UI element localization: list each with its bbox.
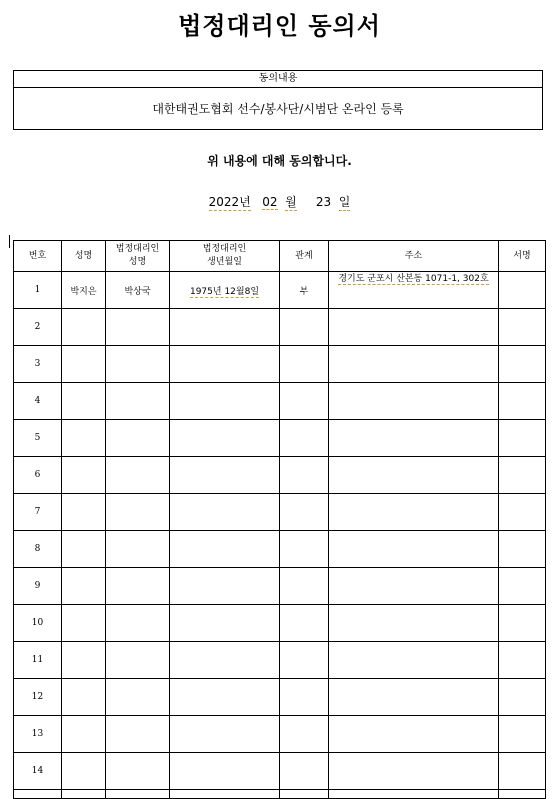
cell-guardian-name[interactable] bbox=[106, 716, 170, 753]
cell-signature[interactable] bbox=[499, 272, 546, 309]
cell-number[interactable] bbox=[14, 346, 62, 383]
cell-text: 5 bbox=[34, 433, 41, 443]
cell-name[interactable] bbox=[62, 679, 106, 716]
cell-name[interactable] bbox=[62, 383, 106, 420]
document-title: 법정대리인 동의서 bbox=[178, 11, 381, 40]
table-row bbox=[14, 605, 546, 642]
table-row bbox=[14, 494, 546, 531]
date-year: 2022년 bbox=[208, 195, 251, 209]
cell-relation[interactable] bbox=[280, 309, 329, 346]
cell-guardian-dob[interactable] bbox=[170, 309, 280, 346]
cell-text: 3 bbox=[34, 359, 41, 369]
cell-relation[interactable] bbox=[280, 605, 329, 642]
table-row bbox=[14, 568, 546, 605]
cell-guardian-name[interactable] bbox=[106, 642, 170, 679]
cell-name[interactable] bbox=[62, 457, 106, 494]
cell-guardian-dob[interactable] bbox=[170, 679, 280, 716]
consent-content[interactable]: 대한태권도협회 선수/봉사단/시범단 온라인 등록 bbox=[152, 102, 404, 116]
cell-name[interactable] bbox=[62, 272, 106, 309]
cell-number[interactable] bbox=[14, 605, 62, 642]
table-row bbox=[14, 383, 546, 420]
cell-signature[interactable] bbox=[499, 383, 546, 420]
cell-text: 경기도 군포시 산본동 1071-1, 302호 bbox=[338, 274, 489, 284]
cell-text: 14 bbox=[31, 766, 44, 776]
table-row bbox=[14, 790, 546, 799]
date-line[interactable] bbox=[0, 193, 559, 211]
cell-signature[interactable] bbox=[499, 420, 546, 457]
cell-text: 12 bbox=[31, 692, 44, 702]
cell-guardian-dob[interactable] bbox=[170, 790, 280, 799]
header-name: 성명 bbox=[62, 241, 106, 272]
date-day-unit: 일 bbox=[338, 195, 351, 209]
cell-text: 2 bbox=[34, 322, 41, 332]
cell-address[interactable] bbox=[329, 531, 499, 568]
date-day: 23 bbox=[315, 195, 332, 209]
header-guardian-name: 법정대리인 성명 bbox=[106, 241, 170, 272]
cell-guardian-dob[interactable] bbox=[170, 494, 280, 531]
cell-signature[interactable] bbox=[499, 753, 546, 790]
header-guardian-dob: 법정대리인 생년월일 bbox=[170, 241, 280, 272]
cell-guardian-dob[interactable] bbox=[170, 457, 280, 494]
cell-address[interactable] bbox=[329, 753, 499, 790]
cell-relation[interactable] bbox=[280, 346, 329, 383]
cell-relation[interactable] bbox=[280, 531, 329, 568]
cell-guardian-dob[interactable] bbox=[170, 383, 280, 420]
cell-guardian-dob[interactable] bbox=[170, 531, 280, 568]
cell-signature[interactable] bbox=[499, 346, 546, 383]
cell-guardian-name[interactable] bbox=[106, 457, 170, 494]
cell-address[interactable] bbox=[329, 272, 499, 309]
cell-text: 6 bbox=[34, 470, 41, 480]
table-row bbox=[14, 457, 546, 494]
cell-number[interactable] bbox=[14, 383, 62, 420]
date-month-unit: 월 bbox=[285, 195, 297, 209]
cell-name[interactable] bbox=[62, 753, 106, 790]
cell-address[interactable] bbox=[329, 346, 499, 383]
cell-guardian-name[interactable] bbox=[106, 568, 170, 605]
cell-address[interactable] bbox=[329, 790, 499, 799]
cell-address[interactable] bbox=[329, 383, 499, 420]
cell-signature[interactable] bbox=[499, 790, 546, 799]
cell-name[interactable] bbox=[62, 790, 106, 799]
cell-text: 1 bbox=[34, 285, 41, 295]
cell-guardian-dob[interactable] bbox=[170, 346, 280, 383]
cell-number[interactable] bbox=[14, 531, 62, 568]
cell-relation[interactable] bbox=[280, 494, 329, 531]
cell-signature[interactable] bbox=[499, 716, 546, 753]
cell-text: 7 bbox=[34, 507, 41, 517]
cell-number[interactable] bbox=[14, 642, 62, 679]
cell-address[interactable] bbox=[329, 716, 499, 753]
cell-relation[interactable] bbox=[280, 272, 329, 309]
cell-relation[interactable] bbox=[280, 679, 329, 716]
text-cursor bbox=[9, 235, 10, 248]
cell-signature[interactable] bbox=[499, 309, 546, 346]
cell-guardian-name[interactable] bbox=[106, 383, 170, 420]
cell-signature[interactable] bbox=[499, 605, 546, 642]
table-row bbox=[14, 679, 546, 716]
cell-address[interactable] bbox=[329, 457, 499, 494]
cell-address[interactable] bbox=[329, 568, 499, 605]
cell-number[interactable] bbox=[14, 272, 62, 309]
cell-address[interactable] bbox=[329, 309, 499, 346]
cell-relation[interactable] bbox=[280, 457, 329, 494]
date-month: 02 bbox=[262, 195, 278, 209]
table-row bbox=[14, 346, 546, 383]
cell-text: 11 bbox=[31, 655, 44, 665]
cell-text: 1975년 12월8일 bbox=[189, 286, 260, 297]
cell-guardian-name[interactable] bbox=[106, 420, 170, 457]
header-signature: 서명 bbox=[499, 241, 546, 272]
cell-number[interactable] bbox=[14, 790, 62, 799]
cell-relation[interactable] bbox=[280, 642, 329, 679]
cell-guardian-dob[interactable] bbox=[170, 420, 280, 457]
cell-guardian-name[interactable] bbox=[106, 346, 170, 383]
cell-name[interactable] bbox=[62, 420, 106, 457]
agree-statement: 위 내용에 대해 동의합니다. bbox=[207, 154, 352, 168]
cell-relation[interactable] bbox=[280, 716, 329, 753]
cell-number[interactable] bbox=[14, 679, 62, 716]
cell-number[interactable] bbox=[14, 753, 62, 790]
cell-relation[interactable] bbox=[280, 383, 329, 420]
cell-signature[interactable] bbox=[499, 457, 546, 494]
cell-guardian-name[interactable] bbox=[106, 531, 170, 568]
cell-text: 13 bbox=[31, 729, 44, 739]
table-row bbox=[14, 531, 546, 568]
guardian-table bbox=[13, 240, 546, 799]
cell-name[interactable] bbox=[62, 494, 106, 531]
cell-text: 9 bbox=[34, 581, 41, 591]
cell-signature[interactable] bbox=[499, 568, 546, 605]
header-number: 번호 bbox=[14, 241, 62, 272]
cell-address[interactable] bbox=[329, 420, 499, 457]
cell-signature[interactable] bbox=[499, 679, 546, 716]
cell-guardian-dob[interactable] bbox=[170, 716, 280, 753]
cell-address[interactable] bbox=[329, 642, 499, 679]
cell-name[interactable] bbox=[62, 716, 106, 753]
cell-text: 4 bbox=[34, 396, 41, 406]
cell-signature[interactable] bbox=[499, 494, 546, 531]
cell-name[interactable] bbox=[62, 568, 106, 605]
header-relation: 관계 bbox=[280, 241, 329, 272]
cell-relation[interactable] bbox=[280, 790, 329, 799]
cell-name[interactable] bbox=[62, 346, 106, 383]
cell-address[interactable] bbox=[329, 605, 499, 642]
cell-guardian-dob[interactable] bbox=[170, 642, 280, 679]
cell-signature[interactable] bbox=[499, 531, 546, 568]
table-row bbox=[14, 420, 546, 457]
cell-name[interactable] bbox=[62, 642, 106, 679]
consent-box bbox=[13, 70, 543, 130]
cell-signature[interactable] bbox=[499, 642, 546, 679]
cell-guardian-dob[interactable] bbox=[170, 753, 280, 790]
table-row bbox=[14, 642, 546, 679]
consent-header: 동의내용 bbox=[14, 71, 542, 88]
header-address: 주소 bbox=[329, 241, 499, 272]
cell-text: 부 bbox=[299, 286, 309, 297]
cell-guardian-dob[interactable] bbox=[170, 605, 280, 642]
cell-guardian-name[interactable] bbox=[106, 679, 170, 716]
cell-number[interactable] bbox=[14, 568, 62, 605]
cell-guardian-name[interactable] bbox=[106, 753, 170, 790]
cell-number[interactable] bbox=[14, 420, 62, 457]
cell-guardian-name[interactable] bbox=[106, 605, 170, 642]
cell-address[interactable] bbox=[329, 494, 499, 531]
cell-text: 10 bbox=[31, 618, 44, 628]
cell-guardian-name[interactable] bbox=[106, 494, 170, 531]
cell-guardian-dob[interactable] bbox=[170, 568, 280, 605]
cell-number[interactable] bbox=[14, 457, 62, 494]
cell-number[interactable] bbox=[14, 716, 62, 753]
cell-relation[interactable] bbox=[280, 753, 329, 790]
cell-name[interactable] bbox=[62, 309, 106, 346]
cell-guardian-dob[interactable] bbox=[170, 272, 280, 309]
cell-guardian-name[interactable] bbox=[106, 309, 170, 346]
table-header-row bbox=[14, 241, 546, 272]
table-row bbox=[14, 716, 546, 753]
cell-address[interactable] bbox=[329, 679, 499, 716]
cell-text: 박상국 bbox=[124, 286, 151, 297]
cell-guardian-name[interactable] bbox=[106, 272, 170, 309]
cell-relation[interactable] bbox=[280, 568, 329, 605]
cell-name[interactable] bbox=[62, 531, 106, 568]
cell-text: 박지은 bbox=[70, 286, 97, 297]
cell-number[interactable] bbox=[14, 309, 62, 346]
cell-relation[interactable] bbox=[280, 420, 329, 457]
cell-text: 8 bbox=[34, 544, 41, 554]
cell-number[interactable] bbox=[14, 494, 62, 531]
table-row bbox=[14, 753, 546, 790]
table-row bbox=[14, 272, 546, 309]
table-row bbox=[14, 309, 546, 346]
cell-name[interactable] bbox=[62, 605, 106, 642]
cell-guardian-name[interactable] bbox=[106, 790, 170, 799]
